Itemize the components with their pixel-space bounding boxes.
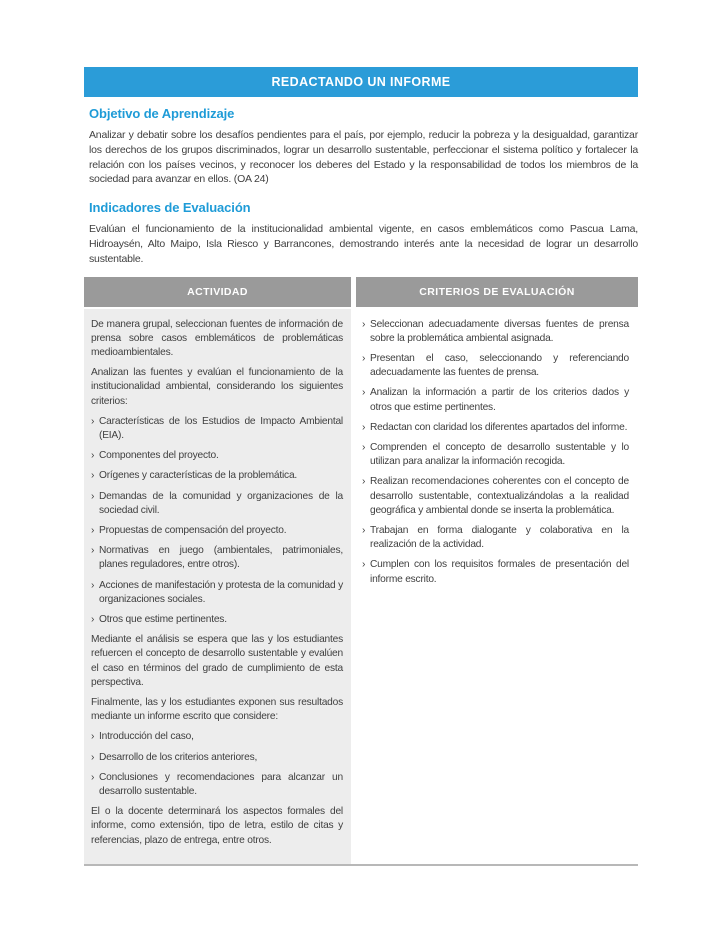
table-bottom-rule [84, 864, 638, 866]
bullet-icon: › [91, 525, 95, 537]
activity-paragraph: De manera grupal, seleccionan fuentes de información de prensa sobre casos emblemáticos de problemáticas medioambientales. [91, 318, 343, 358]
page-title: REDACTANDO UN INFORME [271, 75, 451, 89]
objective-heading: Objetivo de Aprendizaje [89, 106, 235, 121]
list-item-text: Analizan la información a partir de los criterios dados y otros que estime pertinentes. [370, 387, 629, 413]
table-header-activity: ACTIVIDAD [84, 277, 351, 307]
list-item [91, 449, 343, 463]
list-item-text: Componentes del proyecto. [99, 450, 219, 462]
list-item-text: Trabajan en forma dialogante y colaborativa en la realización de la actividad. [370, 525, 629, 551]
activity-paragraph: Finalmente, las y los estudiantes exponen sus resultados mediante un informe escrito que considere: [91, 697, 343, 723]
list-item-text: Orígenes y características de la problemática. [99, 470, 298, 482]
list-item [362, 421, 629, 435]
bullet-icon: › [91, 470, 95, 482]
list-item [91, 579, 343, 607]
list-item-text: Características de los Estudios de Impacto Ambiental (EIA). [99, 415, 343, 441]
bullet-icon: › [362, 421, 366, 433]
list-item [91, 751, 343, 765]
list-item-text: Realizan recomendaciones coherentes con el concepto de desarrollo sustentable, contextualizándolas a la realidad geográfica y ambiental donde se inserta la problemática. [370, 476, 629, 516]
list-item [91, 544, 343, 572]
list-item-text: Demandas de la comunidad y organizaciones de la sociedad civil. [99, 490, 343, 516]
bullet-icon: › [91, 545, 95, 557]
indicators-heading: Indicadores de Evaluación [89, 200, 251, 216]
list-item [91, 730, 343, 744]
bullet-icon: › [91, 450, 95, 462]
bullet-icon: › [91, 415, 95, 427]
bullet-icon: › [91, 614, 95, 626]
bullet-icon: › [91, 490, 95, 502]
list-item-text: Comprenden el concepto de desarrollo sustentable y lo utilizan para analizar la información recogida. [370, 442, 629, 468]
activity-paragraph: El o la docente determinará los aspectos formales del informe, como extensión, tipo de letra, estilo de citas y referencias, plazo de entrega, entre otros. [91, 806, 343, 846]
list-item [362, 352, 629, 380]
activity-cell [84, 309, 351, 864]
activity-paragraph: Mediante el análisis se espera que las y los estudiantes refuercen el concepto de desarrollo sustentable y evalúen el caso en términos del grado de cumplimiento de esta perspectiva. [91, 634, 343, 688]
worksheet-page [84, 67, 638, 866]
list-item-text: Seleccionan adecuadamente diversas fuentes de prensa sobre la problemática ambiental asignada. [370, 318, 629, 344]
list-item [362, 475, 629, 518]
list-item [362, 318, 629, 346]
list-item-text: Redactan con claridad los diferentes apartados del informe. [370, 421, 628, 433]
list-item-text: Propuestas de compensación del proyecto. [99, 525, 287, 537]
bullet-icon: › [362, 476, 366, 488]
evaluation-criteria-cell [356, 309, 638, 864]
list-item-text: Otros que estime pertinentes. [99, 614, 227, 626]
table-header-row [84, 277, 638, 307]
list-item [91, 469, 343, 483]
activity-paragraph: Analizan las fuentes y evalúan el funcionamiento de la institucionalidad ambiental, considerando los siguientes criterios: [91, 367, 343, 407]
bullet-icon: › [362, 318, 366, 330]
list-item-text: Desarrollo de los criterios anteriores, [99, 751, 258, 763]
list-item [362, 524, 629, 552]
table-header-criteria: CRITERIOS DE EVALUACIÓN [356, 277, 638, 307]
list-item-text: Introducción del caso, [99, 731, 194, 743]
list-item-text: Cumplen con los requisitos formales de presentación del informe escrito. [370, 559, 629, 585]
bullet-icon: › [362, 352, 366, 364]
bullet-icon: › [362, 442, 366, 453]
title-banner [84, 67, 638, 97]
bullet-icon: › [91, 771, 95, 783]
list-item [91, 771, 343, 799]
indicators-body: Evalúan el funcionamiento de la institucionalidad ambiental vigente, en casos emblemáticos como Pascua Lama, Hidroaysén, Alto Maipo, Isla Riesco y Barrancones, demostrando interés ante la necesidad de lograr un desarrollo sustentable. [89, 223, 638, 265]
bullet-icon: › [362, 525, 366, 537]
list-item-text: Normativas en juego (ambientales, patrimoniales, planes reguladores, entre otros). [99, 545, 343, 571]
bullet-icon: › [91, 751, 95, 763]
objective-body: Analizar y debatir sobre los desafíos pendientes para el país, por ejemplo, reducir la pobreza y la desigualdad, garantizar los derechos de los grupos discriminados, lograr un desarrollo sustentable, perfeccionar el sistema político y fortalecer la relación con los países vecinos, y reconocer los deberes del Estado y la responsabilidad de todos los miembros de la sociedad para avanzar en ellos. (OA 24) [89, 129, 638, 186]
list-item [91, 613, 343, 627]
table-body-row [84, 309, 638, 864]
list-item [362, 558, 629, 586]
list-item-text: Presentan el caso, seleccionando y referenciando adecuadamente las fuentes de prensa. [370, 352, 629, 379]
list-item [362, 441, 629, 469]
bullet-icon: › [91, 579, 95, 591]
list-item [91, 415, 343, 443]
list-item [91, 524, 343, 538]
list-item-text: Acciones de manifestación y protesta de la comunidad y organizaciones sociales. [99, 579, 343, 605]
list-item [91, 490, 343, 518]
list-item-text: Conclusiones y recomendaciones para alcanzar un desarrollo sustentable. [99, 771, 343, 798]
bullet-icon: › [362, 559, 366, 571]
bullet-icon: › [91, 731, 95, 743]
list-item [362, 386, 629, 414]
bullet-icon: › [362, 387, 366, 399]
evaluation-table [84, 277, 638, 866]
